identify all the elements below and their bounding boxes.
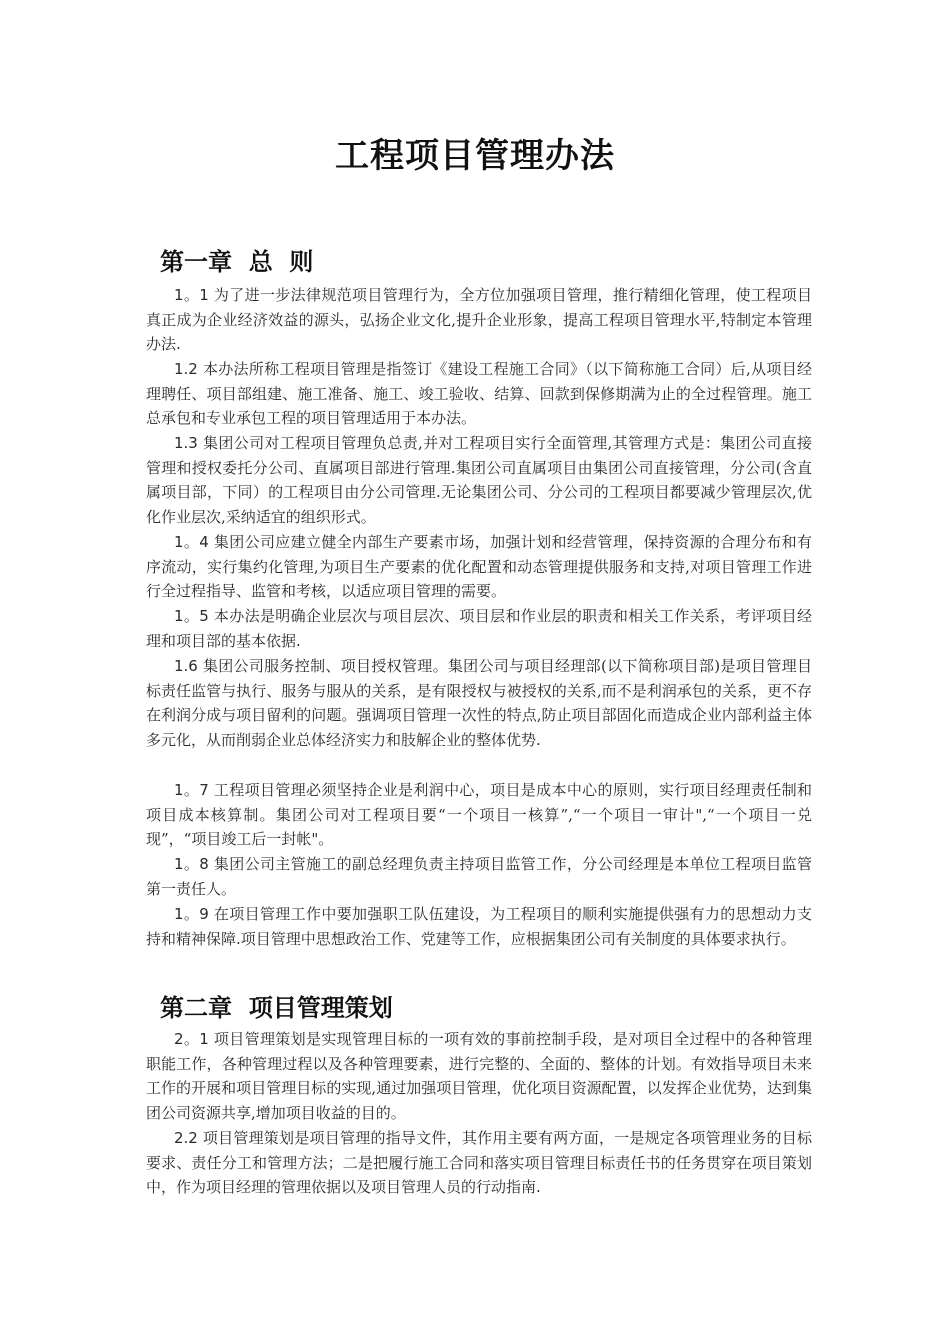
- chapter-1-heading: 第一章 总 则: [160, 248, 314, 276]
- paragraph-text: 工程项目管理必须坚持企业是利润中心，项目是成本中心的原则，实行项目经理责任制和项目成本核算制。集团公司对工程项目要“一个项目一核算”,“一个项目一审计",“一个项目一兑现”，“项目竣工后一封帐"。: [146, 781, 812, 849]
- paragraph-text: 本办法所称工程项目管理是指签订《建设工程施工合同》（以下简称施工合同）后,从项目经理聘任、项目部组建、施工准备、施工、竣工验收、结算、回款到保修期满为止的全过程管理。施工总承包和专业承包工程的项目管理适用于本办法。: [146, 360, 812, 428]
- paragraph-2-1: [146, 1027, 812, 1125]
- paragraph-number: 2.2: [174, 1129, 198, 1147]
- paragraph-1-1: [146, 283, 812, 357]
- paragraph-1-4: [146, 530, 812, 604]
- paragraph-number: 1.3: [174, 434, 198, 452]
- paragraph-number: 1。1: [174, 286, 209, 304]
- paragraph-text: 项目管理策划是项目管理的指导文件，其作用主要有两方面，一是规定各项管理业务的目标要求、责任分工和管理方法；二是把履行施工合同和落实项目管理目标责任书的任务贯穿在项目策划中，作为项目经理的管理依据以及项目管理人员的行动指南.: [146, 1129, 812, 1197]
- paragraph-text: 集团公司对工程项目管理负总责,并对工程项目实行全面管理,其管理方式是：集团公司直接管理和授权委托分公司、直属项目部进行管理.集团公司直属项目由集团公司直接管理，分公司(含直属项目部，下同）的工程项目由分公司管理.无论集团公司、分公司的工程项目都要减少管理层次,优化作业层次,采纳适宜的组织形式。: [146, 434, 812, 526]
- paragraph-2-2: [146, 1126, 812, 1200]
- paragraph-number: 1.2: [174, 360, 198, 378]
- paragraph-number: 1。8: [174, 855, 209, 873]
- paragraph-1-5: [146, 604, 812, 653]
- paragraph-1-7: [146, 778, 812, 852]
- paragraph-1-3: [146, 431, 812, 529]
- paragraph-number: 1。5: [174, 607, 209, 625]
- paragraph-text: 集团公司主管施工的副总经理负责主持项目监管工作，分公司经理是本单位工程项目监管第一责任人。: [146, 855, 812, 898]
- paragraph-1-9: [146, 902, 812, 951]
- paragraph-text: 项目管理策划是实现管理目标的一项有效的事前控制手段，是对项目全过程中的各种管理职能工作，各种管理过程以及各种管理要素，进行完整的、全面的、整体的计划。有效指导项目未来工作的开展和项目管理目标的实现,通过加强项目管理，优化项目资源配置，以发挥企业优势，达到集团公司资源共享,增加项目收益的目的。: [146, 1030, 812, 1122]
- paragraph-number: 1。4: [174, 533, 209, 551]
- paragraph-number: 1。9: [174, 905, 209, 923]
- paragraph-number: 2。1: [174, 1030, 209, 1048]
- paragraph-1-8: [146, 852, 812, 901]
- chapter-2-heading: 第二章 项目管理策划: [160, 994, 393, 1022]
- paragraph-text: 本办法是明确企业层次与项目层次、项目层和作业层的职责和相关工作关系，考评项目经理和项目部的基本依据.: [146, 607, 812, 650]
- paragraph-text: 在项目管理工作中要加强职工队伍建设，为工程项目的顺利实施提供强有力的思想动力支持和精神保障.项目管理中思想政治工作、党建等工作，应根据集团公司有关制度的具体要求执行。: [146, 905, 812, 948]
- paragraph-text: 为了进一步法律规范项目管理行为，全方位加强项目管理，推行精细化管理，使工程项目真正成为企业经济效益的源头，弘扬企业文化,提升企业形象，提高工程项目管理水平,特制定本管理办法.: [146, 286, 812, 354]
- document-title: 工程项目管理办法: [335, 136, 615, 176]
- paragraph-number: 1。7: [174, 781, 209, 799]
- paragraph-number: 1.6: [174, 657, 198, 675]
- paragraph-text: 集团公司应建立健全内部生产要素市场，加强计划和经营管理，保持资源的合理分布和有序流动，实行集约化管理,为项目生产要素的优化配置和动态管理提供服务和支持,对项目管理工作进行全过程指导、监管和考核，以适应项目管理的需要。: [146, 533, 812, 601]
- paragraph-text: 集团公司服务控制、项目授权管理。集团公司与项目经理部(以下简称项目部)是项目管理目标责任监管与执行、服务与服从的关系，是有限授权与被授权的关系,而不是利润承包的关系，更不存在利润分成与项目留利的问题。强调项目管理一次性的特点,防止项目部固化而造成企业内部利益主体多元化，从而削弱企业总体经济实力和肢解企业的整体优势.: [146, 657, 812, 749]
- paragraph-1-6: [146, 654, 812, 752]
- paragraph-1-2: [146, 357, 812, 431]
